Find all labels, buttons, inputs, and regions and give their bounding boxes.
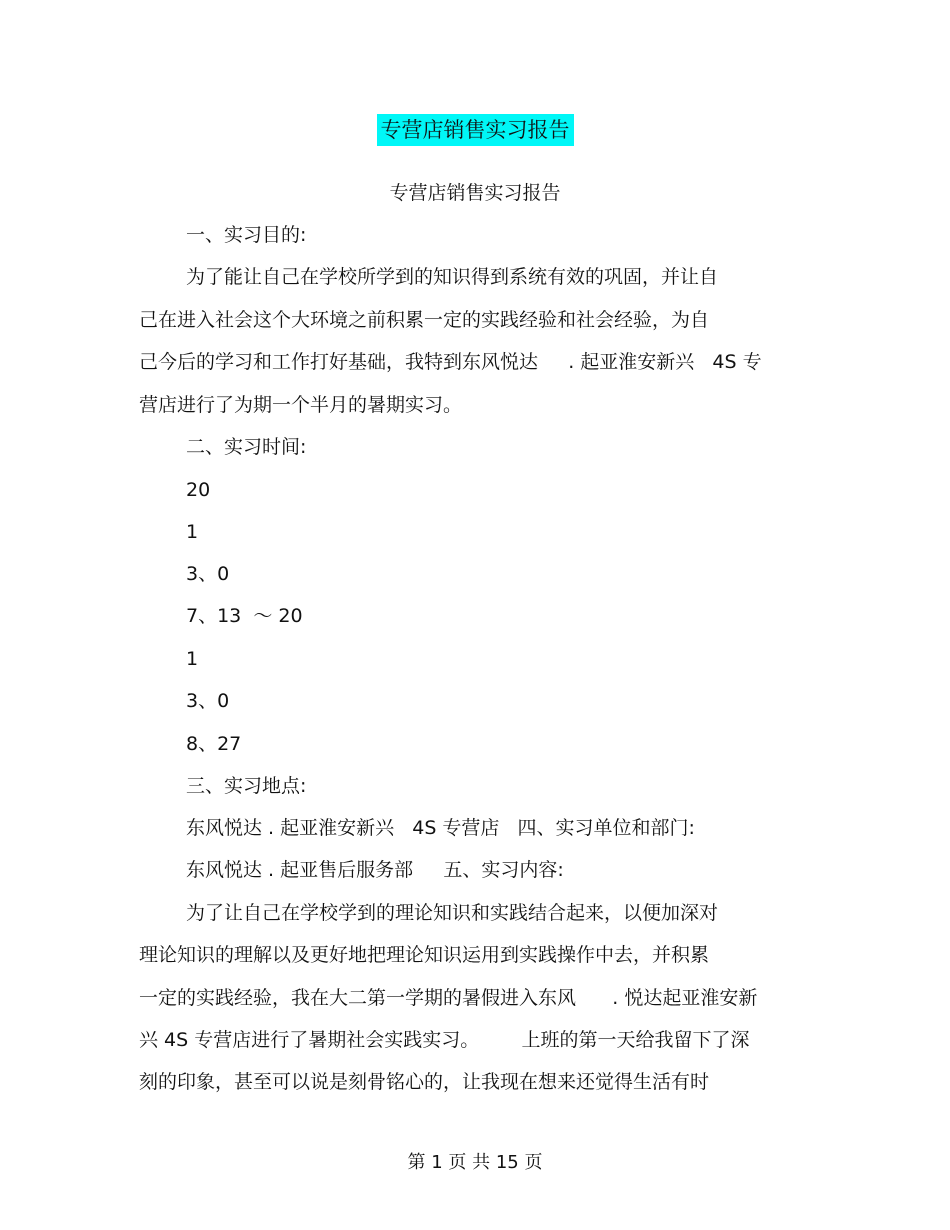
paragraph-line: 营店进行了为期一个半月的暑期实习。	[139, 394, 463, 416]
paragraph-line: 己在进入社会这个大环境之前积累一定的实践经验和社会经验，为自	[139, 309, 710, 331]
paragraph-line: 己今后的学习和工作打好基础，我特到东风悦达 . 起亚淮安新兴 4S 专	[139, 351, 762, 373]
date-fragment: 3、0	[186, 563, 230, 585]
location-line: 东风悦达 . 起亚淮安新兴 4S 专营店 四、实习单位和部门:	[186, 817, 695, 839]
paragraph-line: 一定的实践经验，我在大二第一学期的暑假进入东风 . 悦达起亚淮安新	[139, 987, 758, 1009]
paragraph-line: 理论知识的理解以及更好地把理论知识运用到实践操作中去，并积累	[139, 944, 710, 966]
date-fragment: 3、0	[186, 690, 230, 712]
department-line: 东风悦达 . 起亚售后服务部 五、实习内容:	[186, 859, 564, 881]
date-fragment: 8、27	[186, 733, 242, 755]
page-footer: 第 1 页 共 15 页	[407, 1152, 543, 1173]
date-fragment: 20	[186, 479, 211, 501]
date-fragment: 7、13 ～ 20	[186, 605, 303, 627]
document-subtitle: 专营店销售实习报告	[389, 182, 561, 204]
title-container	[0, 114, 950, 146]
date-fragment: 1	[186, 648, 199, 670]
paragraph-line: 兴 4S 专营店进行了暑期社会实践实习。 上班的第一天给我留下了深	[139, 1029, 750, 1051]
section-heading-location: 三、实习地点:	[186, 775, 307, 797]
date-fragment: 1	[186, 521, 199, 543]
highlighted-title: 专营店销售实习报告	[377, 114, 574, 146]
section-heading-time: 二、实习时间:	[186, 436, 307, 458]
paragraph-line: 刻的印象，甚至可以说是刻骨铭心的，让我现在想来还觉得生活有时	[139, 1071, 710, 1093]
paragraph-line: 为了能让自己在学校所学到的知识得到系统有效的巩固，并让自	[186, 266, 719, 288]
section-heading-purpose: 一、实习目的:	[186, 224, 307, 246]
paragraph-line: 为了让自己在学校学到的理论知识和实践结合起来，以便加深对	[186, 902, 719, 924]
